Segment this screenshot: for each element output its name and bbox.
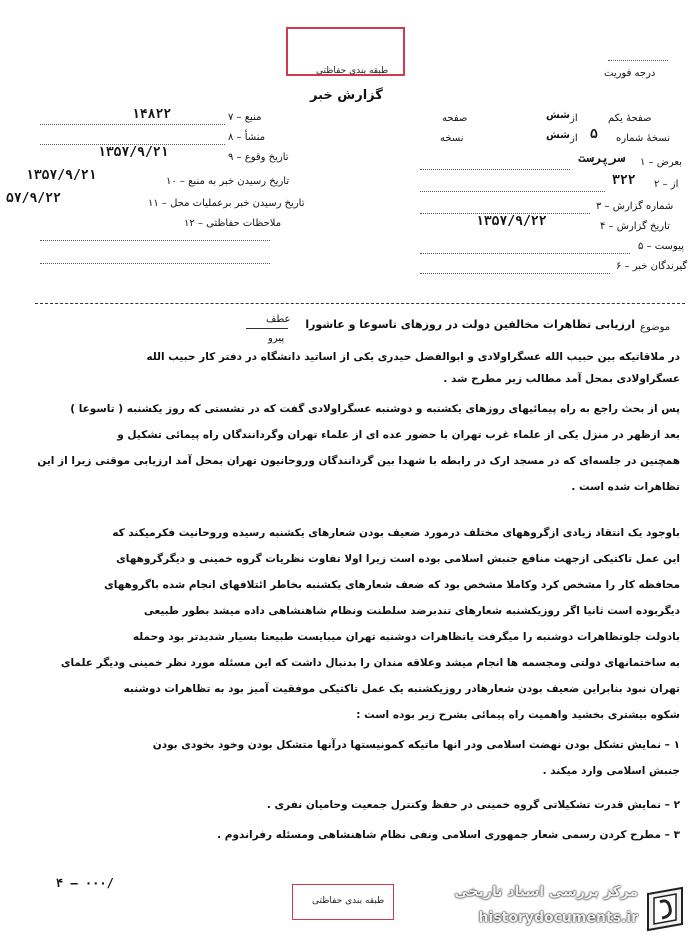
header-divider	[35, 303, 685, 304]
received-unit-label: ۱۱ – تاریخ رسیدن خبر برعملیات محل	[148, 198, 305, 209]
footer-classification-label: طبقه بندی حفاظتی	[312, 896, 385, 906]
peyro-label: پیرو	[268, 333, 285, 344]
copy-label: نسخهٔ شماره	[616, 133, 670, 144]
list-item: ۳ – مطرح کردن رسمی شعار جمهوری اسلامی ونفی نظام شاهنشاهی ومسئله رفراندوم .	[217, 829, 680, 841]
subject-label: موضوع	[640, 322, 671, 333]
body-line: محافظه کار را مشخص کرد وکاملا مشخص بود که ضعف شعارهای یکشنبه بخاطر ائتلافهای انجام شده باگروههای	[104, 579, 680, 591]
received-unit-value: ۵۷/۹/۲۲	[6, 191, 61, 206]
list-item: ۱ – نمایش تشکل بودن نهضت اسلامی ودر انها ماتیکه کمونیستها درآنها متشکل بودن وخود بخودی بودن	[152, 739, 680, 751]
report-date-label: ۴ – تاریخ گزارش	[600, 221, 670, 232]
body-line: پس از بحث راجع به راه پیمائیهای روزهای یکشنبه و دوشنبه عسگراولادی گفت که در نشستی که روز یکشنبه ( تاسوعا )	[70, 403, 680, 415]
body-line: بادولت جلوتظاهرات دوشنبه را میگرفت یاتظاهرات دوشنبه تهران میبایست طبیعتا بسیار شدیدتر بود وحمله	[132, 631, 680, 643]
origin-label: ۸ – منشأ	[228, 132, 266, 143]
report-date-value: ۱۳۵۷/۹/۲۲	[476, 214, 547, 229]
source-value: ۱۴۸۲۲	[132, 107, 172, 122]
body-line: جنبش اسلامی وارد میکند .	[542, 765, 680, 777]
to-label: ۱ – بعرض	[640, 157, 682, 168]
priority-field	[608, 60, 668, 61]
body-line: شکوه بیشتری بخشید واهمیت راه پیمائی بشرح زیر بوده است :	[356, 709, 680, 721]
header-right-fields: صفحهٔ یکم شش از صفحه نسخهٔ شماره ۵ از شش نسخه ۱ – بعرض سرپرست ۲ – از ۳۲۲ ۳ – شماره گزارش ۴ – تاریخ گزارش ۱۳۵۷/۹/۲۲ ۵ – پیوست ۶ – گیرندگان خبر	[420, 105, 695, 275]
body-line: همچنین در جلسه‌ای که در مسجد ارک در رابطه با شهدا بین گردانندگان وروحانیون تهران بمحل آمد ارزیابی موقتی زیرا از این	[37, 455, 680, 467]
from-value: ۳۲۲	[612, 173, 636, 188]
occurrence-label: ۹ – تاریخ وقوع	[228, 152, 289, 163]
from-label: ۲ – از	[654, 179, 679, 190]
subject-text: ارزیابی تظاهرات مخالفین دولت در روزهای تاسوعا و عاشورا	[305, 318, 635, 331]
page-label: صفحهٔ یکم	[608, 113, 652, 124]
body-line: این عمل تاکتیکی ازجهت منافع جنبش اسلامی بوده است زیرا اولا تفاوت نظریات گروه خمینی و دیگرگروههای	[116, 553, 680, 565]
header-left-fields	[0, 100, 340, 275]
received-source-label: ۱۰ – تاریخ رسیدن خبر به منبع	[166, 176, 290, 187]
atf-label: عطف	[266, 314, 291, 325]
body-line: تهران نبود بنابراین ضعیف بودن شعارهادر روزیکشنبه یک عمل تاکتیکی موفقیت آمیز بود به تظاهرات دوشنبه	[123, 683, 680, 695]
archive-watermark	[418, 880, 696, 938]
report-title: گزارش خبر	[310, 88, 383, 103]
attachment-label: ۵ – پیوست	[638, 241, 684, 252]
watermark-title: مرکز بررسی اسناد تاریخی	[454, 884, 638, 900]
to-value: سرپرست	[578, 151, 625, 166]
body-line: تظاهرات شده است .	[571, 481, 680, 493]
classification-label: طبقه بندی حفاظتی	[316, 66, 389, 76]
body-line: بعد ازظهر در منزل یکی از علماء غرب تهران با حضور عده ای از علماء تهران وگردانندگان راه پیمائی تشکیل و	[117, 429, 680, 441]
list-item: ۲ – نمایش قدرت تشکیلاتی گروه خمینی در حفظ وکنترل جمعیت وحامیان نفری .	[266, 799, 680, 811]
report-no-label: ۳ – شماره گزارش	[596, 201, 674, 212]
recipients-label: ۶ – گیرندگان خبر	[616, 261, 688, 272]
body-line: در ملاقاتیکه بین حبیب الله عسگراولادی و ابوالفضل حیدری یکی از اساتید دانشگاه در دفتر کار حبیب الله	[146, 351, 680, 363]
occurrence-value: ۱۳۵۷/۹/۲۱	[98, 145, 169, 160]
priority-label: درجه فوریت	[604, 68, 656, 79]
body-line: دیگربوده است ثانیا اگر روزیکشنبه شعارهای تندبرضد سلطنت ونظام شاهنشاهی داده میشد بطور طبیعی	[143, 605, 680, 617]
archive-logo-icon	[642, 884, 690, 934]
document-body	[18, 346, 680, 866]
watermark-url: historydocuments.ir	[478, 910, 638, 926]
notes-label: ۱۲ – ملاحظات حفاظتی	[184, 218, 282, 229]
body-line: باوجود یک انتقاد زیادی ازگروههای مختلف درمورد ضعیف بودن شعارهای یکشنبه رسیده وروحانیت فکرمیکند که	[112, 527, 680, 539]
copy-value: ۵	[590, 127, 598, 142]
source-label: ۷ – منبع	[228, 112, 262, 123]
page-marker: ۴ – ۰۰۰/	[56, 876, 114, 890]
body-line: عسگراولادی بمحل آمد مطالب زیر مطرح شد .	[443, 373, 680, 385]
body-line: به ساختمانهای دولتی ومجسمه ها انجام میشد وعلاقه مندان را بدنبال داشت که این مسئله مورد نظر خمینی ودیگر علمای	[60, 657, 680, 669]
received-source-value: ۱۳۵۷/۹/۲۱	[26, 168, 97, 183]
